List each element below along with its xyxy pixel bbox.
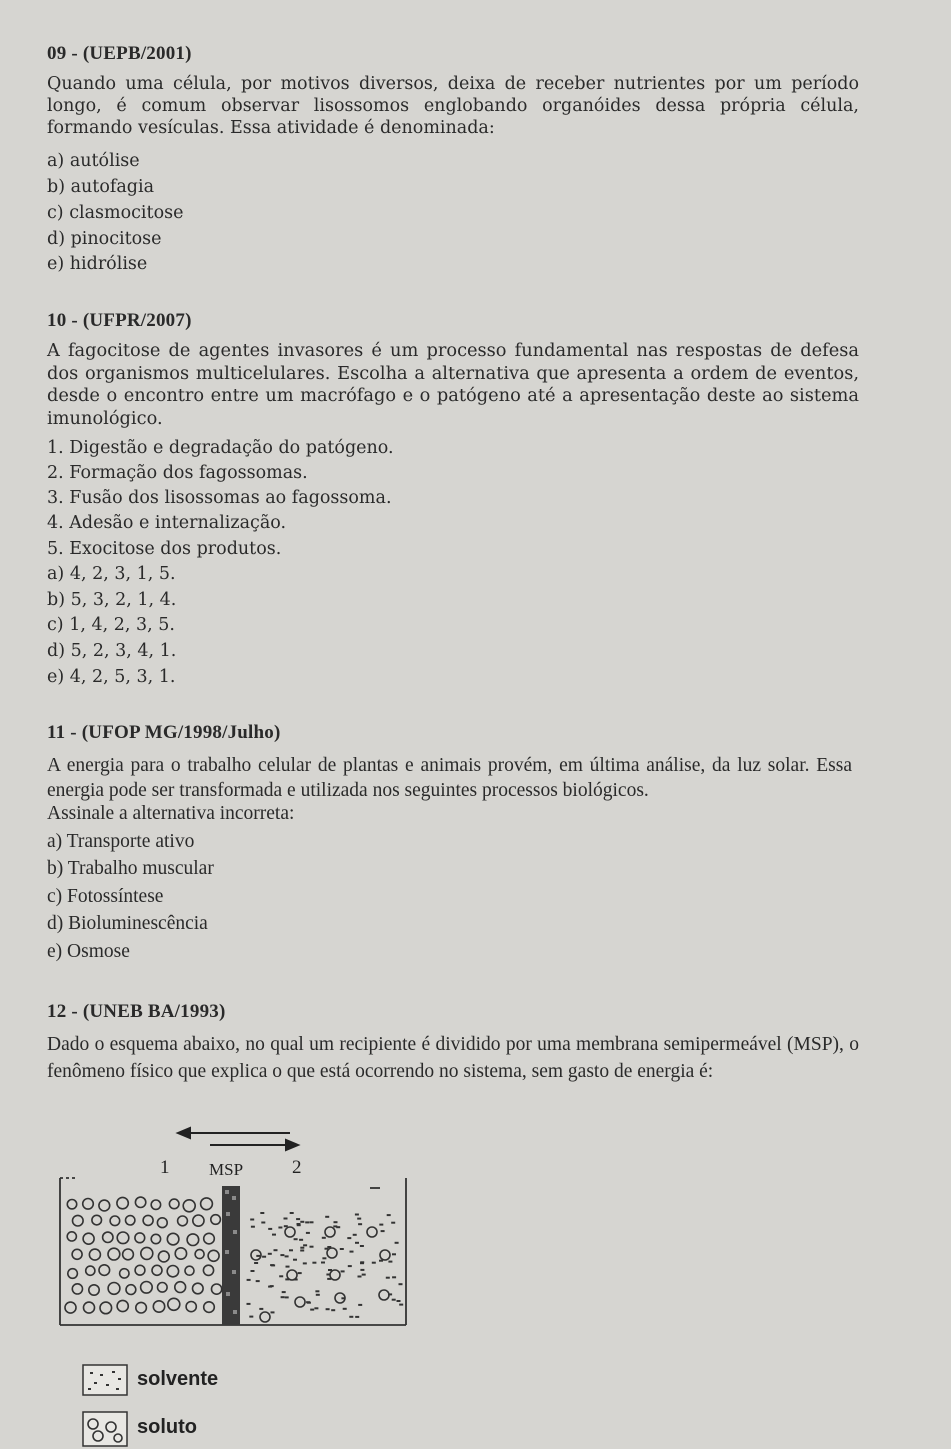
solute-particle: [185, 1266, 194, 1275]
option-b: b) Trabalho muscular: [47, 858, 214, 879]
question-title: 11 - (UFOP MG/1998/Julho): [47, 722, 281, 743]
solvent-particle: [391, 1222, 395, 1224]
option-d: d) Bioluminescência: [47, 913, 208, 934]
solvent-particle: [268, 1253, 272, 1255]
solvent-particle: [331, 1309, 335, 1311]
solute-particle: [167, 1233, 179, 1245]
solute-particle: [141, 1247, 153, 1259]
solute-particle: [195, 1250, 204, 1259]
solute-particle: [211, 1215, 221, 1225]
solvent-particle: [306, 1232, 310, 1234]
solvent-particle: [381, 1230, 385, 1232]
legend-solvent-label: solvente: [137, 1368, 219, 1390]
step-2: 2. Formação dos fagossomas.: [47, 463, 308, 483]
solvent-particle: [355, 1214, 359, 1216]
solvent-particle: [278, 1227, 282, 1229]
solute-particle: [204, 1233, 215, 1244]
solute-particle: [212, 1284, 222, 1294]
solute-particle: [136, 1302, 147, 1313]
solvent-particle: [260, 1212, 264, 1214]
solute-particle: [208, 1250, 219, 1261]
solvent-particle: [379, 1224, 383, 1226]
solute-particle: [157, 1218, 167, 1228]
solvent-particle: [251, 1226, 255, 1228]
option-a: a) autólise: [47, 151, 140, 171]
solute-particle: [143, 1215, 153, 1225]
solute-particle: [86, 1266, 95, 1275]
solute-particle: [73, 1215, 84, 1226]
solvent-particle: [395, 1242, 399, 1244]
solvent-particle: [341, 1270, 345, 1272]
solvent-particle: [314, 1307, 318, 1309]
question-title: 09 - (UEPB/2001): [47, 43, 192, 64]
question-text: Dado o esquema abaixo, no qual um recipiente é dividido por uma membrana semipermeável (MSP), o fenômeno físico que explica o que está ocorrendo no sistema, sem gasto de energia é:: [47, 1034, 859, 1082]
solute-particle: [68, 1269, 78, 1279]
legend-solute-box: [83, 1412, 127, 1446]
solute-particle: [67, 1200, 76, 1209]
membrane-msp: [222, 1186, 240, 1325]
solute-particle: [175, 1248, 186, 1259]
solvent-particle: [355, 1242, 359, 1244]
solute-particle: [108, 1248, 120, 1260]
solvent-particle: [340, 1248, 344, 1250]
solvent-particle: [279, 1275, 283, 1277]
solute-particle: [99, 1200, 110, 1211]
solvent-particle: [326, 1308, 330, 1310]
solute-particle: [167, 1266, 178, 1277]
option-c: c) Fotossíntese: [47, 886, 164, 907]
solute-particle: [65, 1302, 76, 1313]
solute-particle: [99, 1265, 110, 1276]
solute-particle: [123, 1249, 134, 1260]
solvent-particle: [303, 1262, 307, 1264]
question-text: A fagocitose de agentes invasores é um processo fundamental nas respostas de defesa dos organismos multicelulares. Escolha a alternativa que apresenta a ordem de eventos, desde o encontro entre um macrófago e o patógeno até a apresentação deste ao sistema imunológico.: [47, 340, 859, 429]
solvent-particle: [312, 1262, 316, 1264]
solvent-particle: [271, 1311, 275, 1313]
solvent-particle: [262, 1256, 266, 1258]
solute-particle: [193, 1283, 204, 1294]
solute-particle: [183, 1200, 195, 1212]
solute-particle: [108, 1283, 120, 1295]
solvent-particle: [272, 1234, 276, 1236]
solvent-particle: [360, 1262, 364, 1264]
solute-particle: [126, 1285, 136, 1295]
solvent-particle: [315, 1290, 319, 1292]
solvent-particle: [358, 1304, 362, 1306]
solvent-particle: [282, 1291, 286, 1293]
solvent-particle: [349, 1316, 353, 1318]
label-side-2: 2: [292, 1157, 302, 1178]
solvent-particle: [397, 1300, 401, 1302]
solvent-particles-right: [247, 1212, 404, 1318]
solvent-particle: [250, 1219, 254, 1221]
solute-particle: [92, 1215, 102, 1225]
solvent-particle: [285, 1296, 289, 1298]
solvent-particle: [294, 1238, 298, 1240]
step-3: 3. Fusão dos lisossomas ao fagossoma.: [47, 488, 392, 508]
solvent-particle: [310, 1246, 314, 1248]
solvent-particle: [268, 1228, 272, 1230]
solute-particle: [84, 1302, 95, 1313]
solute-particle: [89, 1249, 100, 1260]
solute-particle: [203, 1265, 213, 1275]
solvent-particle: [310, 1221, 314, 1223]
solvent-particle: [280, 1254, 284, 1256]
solute-particle: [169, 1199, 179, 1209]
solvent-particle: [293, 1259, 297, 1261]
label-side-1: 1: [160, 1157, 170, 1178]
solvent-particle: [362, 1274, 366, 1276]
solvent-particle: [372, 1262, 376, 1264]
solute-particle: [158, 1251, 169, 1262]
solute-particle: [83, 1233, 94, 1244]
solvent-particle: [261, 1222, 265, 1224]
solvent-particle: [310, 1309, 314, 1311]
solute-particle: [152, 1265, 162, 1275]
solvent-particle: [392, 1276, 396, 1278]
solute-particle: [380, 1250, 390, 1260]
solvent-particle: [347, 1237, 351, 1239]
solvent-particle: [305, 1221, 309, 1223]
legend-solvent-box: [83, 1365, 127, 1395]
solvent-particle: [284, 1225, 288, 1227]
arrow-left-head: [178, 1128, 190, 1138]
option-e: e) Osmose: [47, 941, 130, 962]
solvent-particle: [387, 1214, 391, 1216]
solvent-particle: [251, 1270, 255, 1272]
solvent-particle: [256, 1255, 260, 1257]
solvent-particle: [298, 1272, 302, 1274]
arrow-right-head: [286, 1140, 298, 1150]
solute-particle: [168, 1298, 180, 1310]
option-b: b) autofagia: [47, 177, 155, 197]
solvent-particle: [399, 1304, 403, 1306]
solute-particle: [67, 1232, 76, 1241]
solvent-particle: [360, 1269, 364, 1271]
solvent-particle: [285, 1255, 289, 1257]
solvent-particle: [268, 1286, 272, 1288]
solvent-particle: [348, 1265, 352, 1267]
solute-particle: [193, 1215, 204, 1226]
solute-particle: [100, 1302, 112, 1314]
solvent-particle: [247, 1279, 251, 1281]
solvent-particle: [274, 1249, 278, 1251]
solute-particle: [295, 1297, 305, 1307]
label-membrane: MSP: [209, 1160, 244, 1179]
option-a: a) Transporte ativo: [47, 831, 195, 852]
solvent-particle: [254, 1262, 258, 1264]
solute-particle: [117, 1197, 128, 1208]
question-title: 10 - (UFPR/2007): [47, 310, 192, 331]
solvent-particle: [321, 1262, 325, 1264]
solvent-particle: [322, 1257, 326, 1259]
question-text: A energia para o trabalho celular de plantas e animais provém, em última análise, da luz solar. Essa energia pode ser transformada e utilizada nos seguintes processos biológicos.: [47, 755, 852, 801]
solvent-particle: [392, 1299, 396, 1301]
option-e: e) 4, 2, 5, 3, 1.: [47, 667, 176, 687]
question-title: 12 - (UNEB BA/1993): [47, 1001, 226, 1022]
solvent-particle: [300, 1250, 304, 1252]
question-prompt: Assinale a alternativa incorreta:: [47, 803, 295, 824]
solute-particle: [135, 1197, 145, 1207]
solute-particle: [151, 1200, 160, 1209]
solute-particle: [120, 1269, 129, 1278]
option-c: c) clasmocitose: [47, 203, 184, 223]
solute-particle: [367, 1227, 377, 1237]
step-1: 1. Digestão e degradação do patógeno.: [47, 438, 394, 458]
solvent-particle: [299, 1239, 303, 1241]
solute-particle: [72, 1284, 82, 1294]
solute-particle: [89, 1285, 99, 1295]
solute-particle: [201, 1198, 213, 1210]
solvent-particle: [247, 1303, 251, 1305]
solvent-particle: [343, 1308, 347, 1310]
solute-particle: [186, 1302, 196, 1312]
solute-particle: [135, 1265, 145, 1275]
solute-particle: [158, 1283, 168, 1293]
solvent-particle: [360, 1245, 364, 1247]
osmosis-diagram: [0, 1120, 460, 1449]
solute-particle: [126, 1216, 135, 1225]
option-d: d) pinocitose: [47, 229, 162, 249]
solute-particle: [141, 1282, 153, 1294]
option-b: b) 5, 3, 2, 1, 4.: [47, 590, 177, 610]
option-d: d) 5, 2, 3, 4, 1.: [47, 641, 177, 661]
solvent-particle: [303, 1244, 307, 1246]
solute-particle: [175, 1282, 186, 1293]
option-e: e) hidrólise: [47, 254, 148, 274]
solvent-particle: [350, 1251, 354, 1253]
solute-particle: [153, 1301, 164, 1312]
solvent-particle: [333, 1225, 337, 1227]
step-5: 5. Exocitose dos produtos.: [47, 539, 282, 559]
solute-particle: [204, 1302, 215, 1313]
solvent-particle: [322, 1237, 326, 1239]
solvent-particle: [289, 1249, 293, 1251]
solvent-particle: [259, 1308, 263, 1310]
solute-particle: [327, 1248, 337, 1258]
solute-particle: [260, 1312, 270, 1322]
solute-particle: [178, 1216, 188, 1226]
solute-particle: [285, 1227, 295, 1237]
solvent-particle: [353, 1234, 357, 1236]
solvent-particle: [388, 1261, 392, 1263]
solute-particle: [330, 1270, 340, 1280]
solvent-particle: [358, 1276, 362, 1278]
solute-particles-right: [251, 1227, 390, 1322]
solute-particle: [72, 1249, 82, 1259]
option-c: c) 1, 4, 2, 3, 5.: [47, 615, 175, 635]
step-4: 4. Adesão e internalização.: [47, 513, 287, 533]
solvent-particle: [358, 1223, 362, 1225]
solvent-particle: [249, 1316, 253, 1318]
solvent-particle: [297, 1223, 301, 1225]
solvent-particle: [325, 1216, 329, 1218]
option-a: a) 4, 2, 3, 1, 5.: [47, 564, 176, 584]
solvent-particle: [290, 1212, 294, 1214]
solute-particle: [287, 1270, 297, 1280]
solvent-particle: [296, 1218, 300, 1220]
solvent-particle: [300, 1221, 304, 1223]
solvent-particle: [316, 1294, 320, 1296]
solute-particle: [151, 1234, 160, 1243]
solvent-particle: [286, 1266, 290, 1268]
direction-arrows: [178, 1128, 298, 1150]
solute-particle: [110, 1216, 120, 1226]
solute-particle: [83, 1199, 94, 1210]
solvent-particle: [270, 1264, 274, 1266]
solvent-particle: [306, 1301, 310, 1303]
solvent-particle: [334, 1221, 338, 1223]
solvent-particle: [392, 1253, 396, 1255]
solvent-particle: [256, 1280, 260, 1282]
question-text: Quando uma célula, por motivos diversos, deixa de receber nutrientes por um período longo, é comum observar lisossomos englobando organóides dessa própria célula, formando vesículas. Essa atividade é denominada:: [47, 74, 859, 138]
solute-particle: [103, 1232, 113, 1242]
solute-particle: [187, 1234, 199, 1246]
solute-particle: [135, 1233, 145, 1243]
solvent-particle: [399, 1283, 403, 1285]
solvent-particle: [281, 1296, 285, 1298]
solvent-particle: [357, 1218, 361, 1220]
solvent-particle: [355, 1316, 359, 1318]
solute-particle: [117, 1232, 129, 1244]
solute-particles-left: [65, 1197, 222, 1314]
legend-solute-label: soluto: [137, 1416, 197, 1438]
solute-particle: [325, 1227, 335, 1237]
solvent-particle: [284, 1218, 288, 1220]
solute-particle: [379, 1290, 389, 1300]
solute-particle: [117, 1300, 128, 1311]
solvent-particle: [386, 1277, 390, 1279]
solvent-particle: [300, 1247, 304, 1249]
